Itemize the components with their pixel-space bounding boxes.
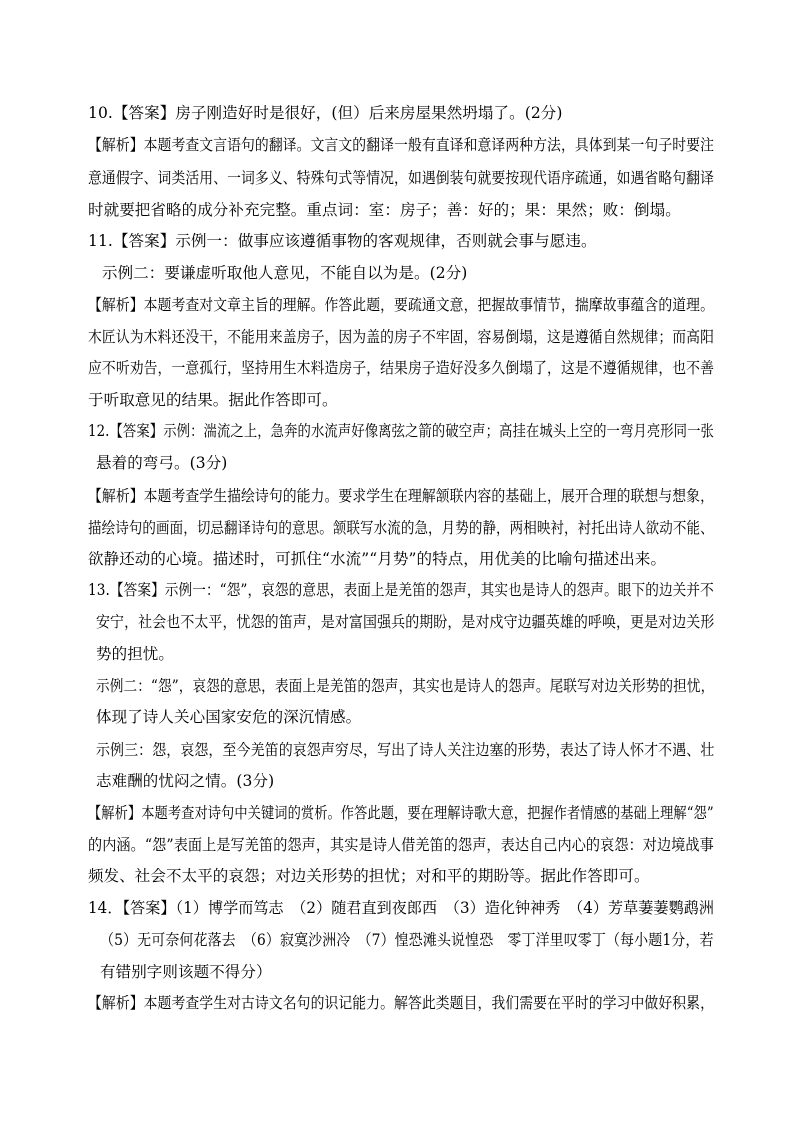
q11-analysis-line: 于听取意见的结果。据此作答即可。 — [88, 391, 338, 409]
q11-answer: 11.【答案】示例一：做事应该遵循事物的客观规律，否则就会事与愿违。 — [88, 232, 597, 250]
q12-analysis-line: 欲静还动的心境。描述时，可抓住“水流”“月势”的特点，用优美的比喻句描述出来。 — [88, 550, 667, 568]
q14-analysis-line: 【解析】本题考查学生对古诗文名句的识记能力。解答此类题目，我们需要在平时的学习中做好积累， — [88, 994, 714, 1012]
q10-analysis-line: 【解析】本题考查文言语句的翻译。文言文的翻译一般有直译和意译两种方法，具体到某一句子时要注 — [88, 136, 714, 154]
q13-answer-cont: 志难酬的忧闷之情。(3分) — [96, 772, 275, 790]
q11-analysis-line: 【解析】本题考查对文章主旨的理解。作答此题，要疏通文意，把握故事情节，揣摩故事蕴含的道理。 — [88, 296, 714, 314]
q12-analysis-line: 【解析】本题考查学生描绘诗句的能力。要求学生在理解颔联内容的基础上，展开合理的联想与想象， — [88, 487, 714, 505]
q10-analysis-line: 意通假字、词类活用、一词多义、特殊句式等情况，如遇倒装句就要按现代语序疏通，如遇省略句翻译 — [88, 169, 714, 187]
q13-answer-cont: 势的担忧。 — [96, 645, 175, 663]
q12-answer: 12.【答案】示例：湍流之上，急奔的水流声好像离弦之箭的破空声；高挂在城头上空的一弯月亮形同一张 — [88, 422, 714, 440]
q14-answer-cont: （5）无可奈何花落去 （6）寂寞沙洲冷 （7）惶恐滩头说惶恐 零丁洋里叹零丁（每小题1分，若 — [100, 931, 714, 949]
q14-answer-cont: 有错别字则该题不得分） — [100, 963, 272, 981]
q13-answer-cont: 体现了诗人关心国家安危的深沉情感。 — [96, 708, 362, 726]
q11-answer-example-2: 示例二：要谦虚听取他人意见，不能自以为是。(2分) — [102, 264, 468, 282]
q14-answer: 14．【答案】（1）博学而笃志 （2）随君直到夜郎西 （3）造化钟神秀 （4）芳草萋萋鹦鹉洲 — [88, 899, 715, 917]
q13-answer: 13.【答案】示例一：“怨”，哀怨的意思，表面上是羌笛的怨声，其实也是诗人的怨声。眼下的边关并不 — [88, 581, 714, 599]
q13-analysis-line: 【解析】本题考查对诗句中关键词的赏析。作答此题，要在理解诗歌大意，把握作者情感的基础上理解“怨” — [88, 804, 714, 822]
q12-analysis-line: 描绘诗句的画面，切忌翻译诗句的意思。颔联写水流的急，月势的静，两相映衬，衬托出诗人欲动不能、 — [88, 519, 714, 537]
q10-answer: 10.【答案】房子刚造好时是很好，(但）后来房屋果然坍塌了。(2分) — [88, 104, 563, 122]
q13-answer-cont: 安宁，社会也不太平，忧怨的笛声，是对富国强兵的期盼，是对戍守边疆英雄的呼唤，更是对边关形 — [96, 613, 715, 631]
q13-analysis-line: 的内涵。“怨”表面上是写羌笛的怨声，其实是诗人借羌笛的怨声，表达自己内心的哀怨：对边境战事 — [88, 836, 714, 854]
q12-answer-cont: 悬着的弯弓。(3分) — [96, 454, 228, 472]
q11-analysis-line: 木匠认为木料还没干，不能用来盖房子，因为盖的房子不牢固，容易倒塌，这是遵循自然规律；而高阳 — [88, 328, 714, 346]
q13-answer-example-3: 示例三：怨，哀怨，至今羌笛的哀怨声穷尽，写出了诗人关注边塞的形势，表达了诗人怀才不遇、壮 — [96, 741, 715, 759]
q10-analysis-line: 时就要把省略的成分补充完整。重点词：室：房子；善：好的；果：果然；败：倒塌。 — [88, 201, 681, 219]
q11-analysis-line: 应不听劝告，一意孤行，坚持用生木料造房子，结果房子造好没多久倒塌了，这是不遵循规律，也不善 — [88, 359, 714, 377]
q13-answer-example-2: 示例二：“怨”，哀怨的意思，表面上是羌笛的怨声，其实也是诗人的怨声。尾联写对边关形势的担忧， — [96, 677, 715, 695]
q13-analysis-line: 频发、社会不太平的哀怨；对边关形势的担忧；对和平的期盼等。据此作答即可。 — [88, 867, 650, 885]
